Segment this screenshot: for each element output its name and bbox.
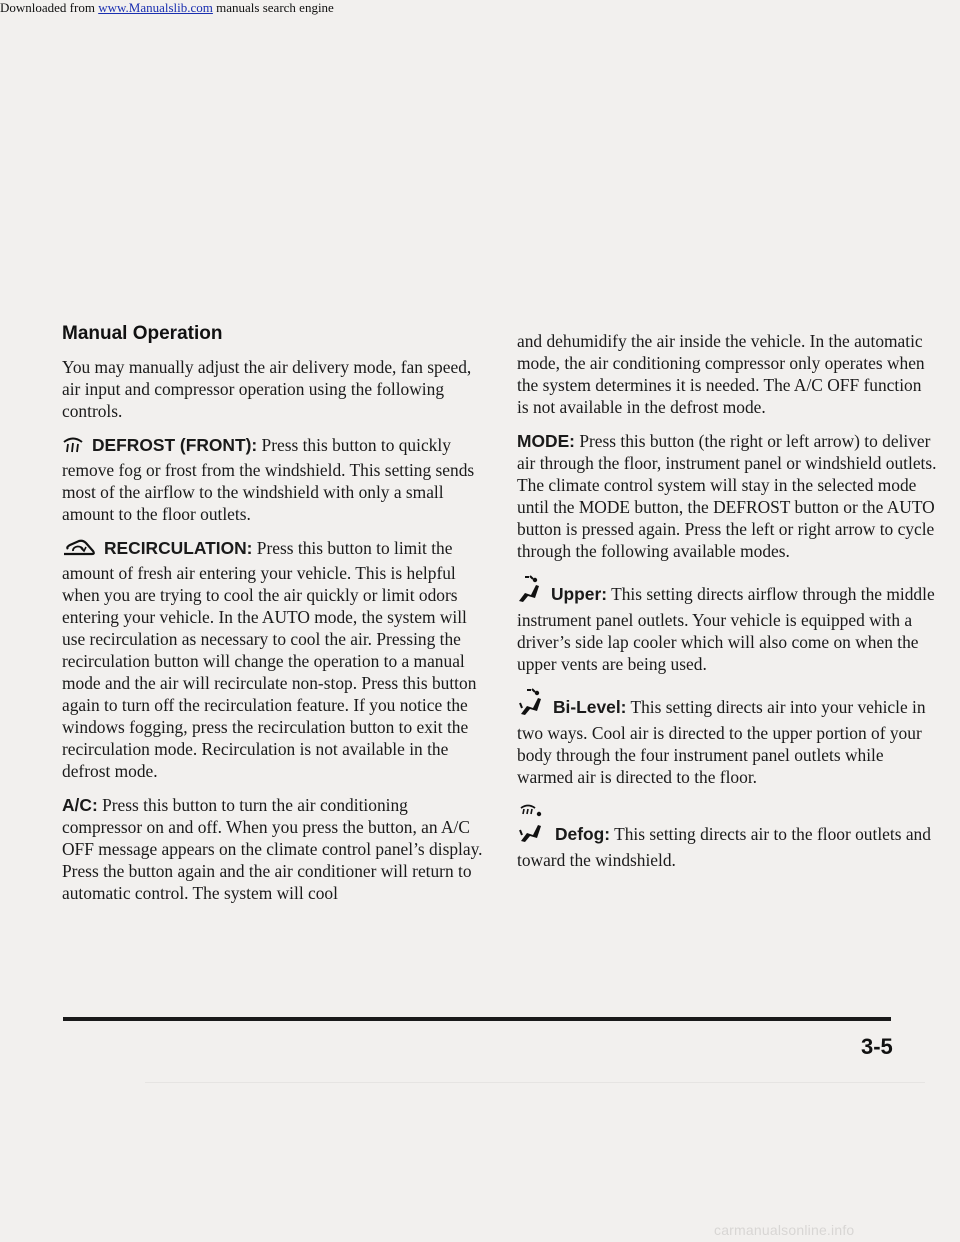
defog-label: Defog: [555,824,611,844]
intro-paragraph: You may manually adjust the air delivery mode, fan speed, air input and compressor operation using the following controls. [62,357,472,421]
defog-text: This setting directs air to the floor outlets and toward the windshield. [517,824,931,870]
upper-label: Upper: [551,584,608,604]
right-column [517,330,937,883]
bilevel-paragraph [517,687,937,788]
upper-paragraph [517,574,937,675]
recirculation-text: Press this button to limit the amount of fresh air entering your vehicle. This is helpful when you are trying to cool the air quickly or limit odors entering your vehicle. In the AUTO mode, the system will use recirculation as necessary to cool the air. Pressing the recirculation button will change the operation to a manual mode and the air will recirculate non-stop. Press this button again to turn off the recirculation feature. If you notice the windows fogging, press the recirculation button to exit the recirculation mode. Recirculation is not available in the defrost mode. [62,538,477,781]
faint-divider [145,1082,925,1083]
bilevel-mode-icon [517,687,543,722]
continuation-paragraph: and dehumidify the air inside the vehicle. In the automatic mode, the air conditioning compressor only operates when the system determines it is needed. The A/C OFF function is not available in the defrost mode. [517,331,925,417]
footer-rule [63,1017,891,1021]
banner-prefix: Downloaded from [0,0,99,15]
defrost-text: Press this button to quickly remove fog or frost from the windshield. This setting sends most of the airflow to the windshield with only a small amount to the floor outlets. [62,435,475,524]
recirculation-icon [62,539,96,562]
upper-mode-icon [517,574,541,609]
ac-text: Press this button to turn the air conditioning compressor on and off. When you press the button, an A/C OFF message appears on the climate control panel’s display. Press the button again and the air conditioner will return to automatic control. The system will cool [62,795,483,903]
defrost-icon [62,434,84,459]
mode-text: Press this button (the right or left arrow) to deliver air through the floor, instrument panel or windshield outlets. The climate control system will stay in the selected mode until the MODE button, the DEFROST button or the AUTO button is pressed again. Press the left or right arrow to cycle through the following available modes. [517,431,937,561]
ac-label: A/C: [62,795,98,815]
left-column [62,323,486,916]
mode-label: MODE: [517,431,575,451]
page-number: 3-5 [861,1034,893,1059]
ac-paragraph [62,794,486,904]
section-title: Manual Operation [62,323,223,344]
recirculation-paragraph [62,537,486,782]
download-banner [0,0,334,15]
bilevel-label: Bi-Level: [553,697,627,717]
recirculation-label: RECIRCULATION: [104,538,253,558]
manualslib-link[interactable]: www.Manualslib.com [98,0,213,15]
defrost-label: DEFROST (FRONT): [92,435,258,455]
bilevel-text: This setting directs air into your vehicle in two ways. Cool air is directed to the upper portion of your body through the four instrument panel outlets while warmed air is directed to the floor. [517,697,926,787]
upper-text: This setting directs airflow through the middle instrument panel outlets. Your vehicle is equipped with a driver’s side lap cooler which will also come on when the upper vents are being used. [517,584,935,674]
defog-paragraph [517,800,937,871]
watermark: carmanualsonline.info [714,1222,855,1238]
defrost-paragraph [62,434,486,525]
mode-paragraph [517,430,937,562]
defog-mode-icon [517,800,545,849]
banner-suffix: manuals search engine [212,0,334,15]
